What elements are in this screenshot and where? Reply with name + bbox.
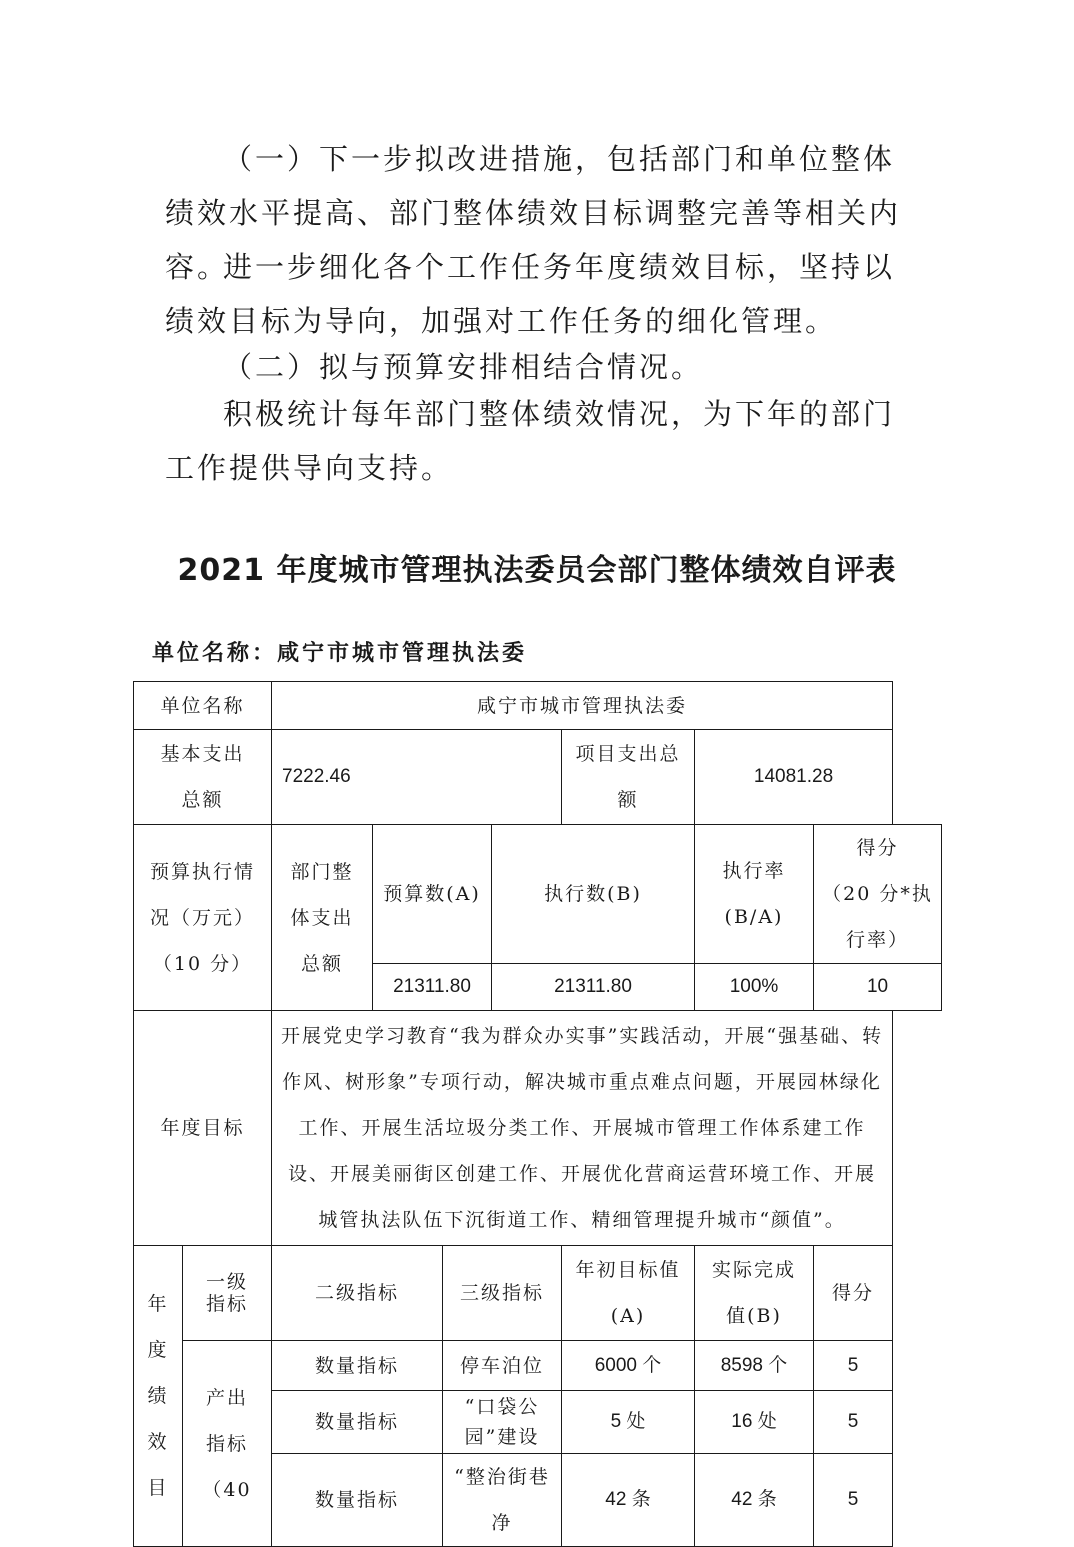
basic-expense-value: 7222.46 xyxy=(272,730,562,825)
score-formula: （20 分*执行率） xyxy=(822,883,933,951)
project-expense-value: 14081.28 xyxy=(695,730,893,825)
paragraph-improvement-measures: （一）下一步拟改进措施，包括部门和单位整体绩效水平提高、部门整体绩效目标调整完善等相关内容。 xyxy=(165,142,902,284)
initial-target-label: 年初目标值 xyxy=(575,1259,681,1281)
score-label: 得分 xyxy=(856,837,899,859)
unit-name-value: 咸宁市城市管理执法委 xyxy=(272,682,893,730)
table-row xyxy=(134,1341,942,1391)
initial-target-header xyxy=(562,1246,695,1341)
exec-b-header: 执行数(B) xyxy=(492,825,695,964)
actual-value: 8598 个 xyxy=(695,1341,814,1391)
execution-rate-value: 100% xyxy=(695,964,814,1011)
paragraph-statistics-support: 积极统计每年部门整体绩效情况，为下年的部门工作提供导向支持。 xyxy=(165,397,896,485)
initial-target-formula: (A) xyxy=(610,1305,646,1327)
table-row xyxy=(134,1011,942,1246)
level2-indicator: 数量指标 xyxy=(272,1454,443,1547)
paragraph-budget-combination: （二）拟与预算安排相结合情况。 xyxy=(223,350,704,384)
initial-target-value: 42 条 xyxy=(562,1454,695,1547)
initial-target-value: 5 处 xyxy=(562,1391,695,1454)
level3-indicator: “口袋公园”建设 xyxy=(443,1391,562,1454)
execution-rate-formula: (B/A) xyxy=(724,906,784,928)
level1-indicator-header: 一级指标 xyxy=(183,1246,272,1341)
initial-target-value: 6000 个 xyxy=(562,1341,695,1391)
score-header xyxy=(814,825,942,964)
actual-value-label: 实际完成 xyxy=(712,1259,797,1281)
budget-a-header: 预算数(A) xyxy=(373,825,492,964)
actual-value-header xyxy=(695,1246,814,1341)
output-indicator-label: 产出指标（40 xyxy=(183,1341,272,1547)
table-row xyxy=(134,825,942,964)
unit-name-line: 单位名称：咸宁市城市管理执法委 xyxy=(152,640,528,666)
indicator-score-header: 得分 xyxy=(814,1246,893,1341)
exec-b-value: 21311.80 xyxy=(492,964,695,1011)
level2-indicator: 数量指标 xyxy=(272,1391,443,1454)
budget-a-value: 21311.80 xyxy=(373,964,492,1011)
indicator-score: 5 xyxy=(814,1341,893,1391)
indicator-score: 5 xyxy=(814,1454,893,1547)
annual-goal-text: 开展党史学习教育“我为群众办实事”实践活动，开展“强基础、转作风、树形象”专项行动，解决城市重点难点问题，开展园林绿化工作、开展生活垃圾分类工作、开展城市管理工作体系建工作设、开展美丽街区创建工作、开展优化营商运营环境工作、开展城管执法队伍下沉街道工作、精细管理提升城市“颜值”。 xyxy=(272,1011,893,1246)
table-title: 2021 年度城市管理执法委员会部门整体绩效自评表 xyxy=(177,553,897,588)
level3-indicator: “整治街巷净 xyxy=(443,1454,562,1547)
actual-value: 16 处 xyxy=(695,1391,814,1454)
basic-expense-label: 基本支出总额 xyxy=(134,730,272,825)
dept-total-expense-label: 部门整体支出总额 xyxy=(272,825,373,1011)
actual-value: 42 条 xyxy=(695,1454,814,1547)
actual-value-formula: 值(B) xyxy=(726,1305,782,1327)
paragraph-refine-goals: 进一步细化各个工作任务年度绩效目标，坚持以绩效目标为导向，加强对工作任务的细化管理。 xyxy=(165,250,896,338)
unit-name-label: 单位名称 xyxy=(134,682,272,730)
execution-rate-label: 执行率 xyxy=(722,860,786,882)
annual-goal-label: 年度目标 xyxy=(134,1011,272,1246)
level2-indicator-header: 二级指标 xyxy=(272,1246,443,1341)
level2-indicator: 数量指标 xyxy=(272,1341,443,1391)
annual-performance-goal-label: 年度绩效目 xyxy=(134,1246,183,1547)
execution-rate-header xyxy=(695,825,814,964)
indicator-score: 5 xyxy=(814,1391,893,1454)
table-row xyxy=(134,730,942,825)
budget-execution-label: 预算执行情况（万元）（10 分） xyxy=(134,825,272,1011)
level3-indicator-header: 三级指标 xyxy=(443,1246,562,1341)
level3-indicator: 停车泊位 xyxy=(443,1341,562,1391)
project-expense-label: 项目支出总额 xyxy=(562,730,695,825)
table-row xyxy=(134,1246,942,1341)
table-row xyxy=(134,682,942,730)
score-value: 10 xyxy=(814,964,942,1011)
performance-evaluation-table xyxy=(133,681,942,1547)
